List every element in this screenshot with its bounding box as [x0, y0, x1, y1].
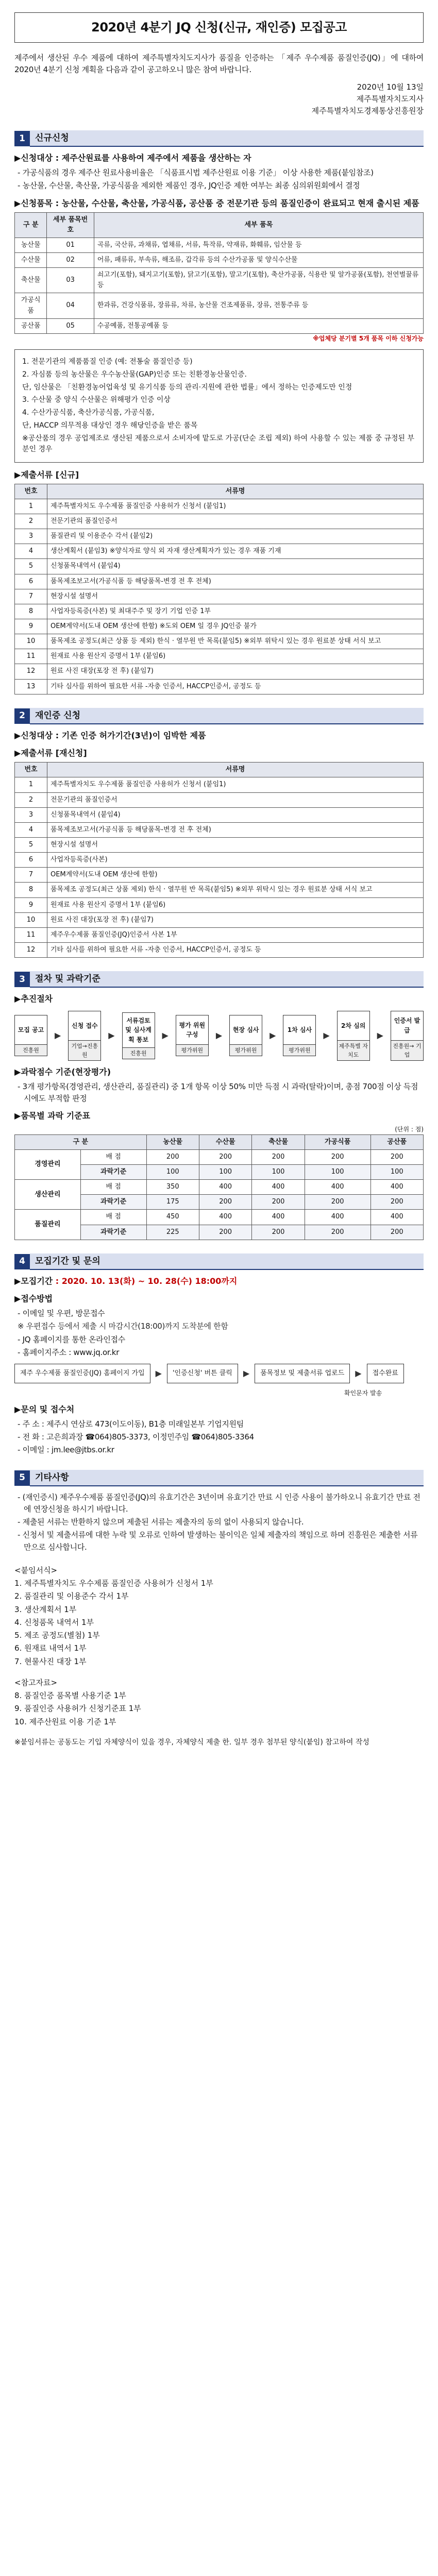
section-title: 기타사항 [30, 1470, 424, 1486]
doc-number: 1 [15, 777, 47, 792]
column-header: 번호 [15, 762, 47, 777]
registration-step: '인증신청' 버튼 클릭 [167, 1364, 238, 1383]
method-item: - 홈페이지주소 : www.jq.or.kr [18, 1347, 120, 1357]
column-header: 축산물 [252, 1134, 305, 1149]
score-value: 200 [146, 1149, 199, 1164]
score-value: 200 [370, 1195, 423, 1210]
table-row [15, 927, 424, 942]
new-target-note: - 가공식품의 경우 제주산 원료사용비율은 「식품표시법 제주산원료 이용 기준」 이상 사용한 제품(붙임참조) [18, 168, 374, 178]
step-actor: 평가위원 [230, 1044, 262, 1056]
step-name: 인증서 발급 [394, 1017, 420, 1034]
table-row [15, 649, 424, 664]
doc-number: 3 [15, 529, 47, 544]
table-row [15, 777, 424, 792]
attach-item: 1. 제주특별자치도 우수제품 품질인증 사용허가 신청서 1부 [14, 1579, 213, 1588]
footnote: ※붙임서류는 공동도는 기입 자체양식이 있을 경우, 자체양식 제출 한. 일부 경우 첨부된 양식(붙임) 참고하여 작성 [14, 1738, 369, 1747]
method-label: ▶접수방법 [14, 1294, 53, 1304]
intro-signer-agency: 제주특별자치도경제통상진흥원장 [311, 106, 424, 116]
table-row [15, 293, 424, 318]
attach-item: 7. 현물사진 대장 1부 [14, 1656, 87, 1666]
procedure-step [391, 1011, 424, 1061]
attach-item: 4. 신청품목 내역서 1부 [14, 1617, 94, 1627]
period: ▶모집기간 : 2020. 10. 13(화) ~ 10. 28(수) 18:00까지 [14, 1276, 238, 1286]
attach-item: 5. 제조 공정도(별첨) 1부 [14, 1631, 100, 1640]
requirement-line: 1. 전문기관의 제품품질 인증 (예: 전통술 품질인증 등) [22, 358, 193, 366]
doc-number: 5 [15, 837, 47, 852]
table-row [15, 318, 424, 333]
score-value: 400 [199, 1180, 251, 1195]
doc-number: 6 [15, 853, 47, 868]
category-name: 수산물 [15, 252, 47, 267]
doc-name: 품목제조 공정도(최근 상품 등 제외) 한식 · 열무원 반 목록(붙임5) ※외부 위탁시 있는 경우 원료분 상태 서식 보고 [47, 634, 424, 649]
requirement-line: 3. 수산물 중 양식 수산물은 위해평가 인증 이상 [22, 396, 171, 404]
step-actor: 진흥원 [123, 1047, 155, 1059]
table-row [15, 837, 424, 852]
score-value: 200 [305, 1195, 370, 1210]
column-header: 구 분 [15, 1134, 147, 1149]
score-value: 400 [370, 1180, 423, 1195]
requirement-line: 단, HACCP 의무적용 대상인 경우 해당인증을 받은 품목 [22, 421, 198, 430]
score-value: 400 [199, 1210, 251, 1225]
doc-number: 13 [15, 679, 47, 694]
score-value: 200 [252, 1149, 305, 1164]
column-header: 가공식품 [305, 1134, 370, 1149]
new-docs-table [14, 484, 424, 694]
attach-item: 6. 원재료 내역서 1부 [14, 1643, 87, 1653]
score-value: 100 [146, 1164, 199, 1179]
score-value: 200 [252, 1195, 305, 1210]
doc-name: 현장시설 설명서 [47, 837, 424, 852]
ref-item: 9. 품질인증 사용허가 신청기준표 1부 [14, 1704, 141, 1714]
arrow-right-icon: ▶ [108, 1030, 115, 1041]
score-kind: 배 점 [80, 1149, 146, 1164]
section-5-header [14, 1470, 424, 1486]
score-table [14, 1134, 424, 1240]
procedure-step [68, 1011, 101, 1061]
page-title: 2020년 4분기 JQ 신청(신규, 재인증) 모집공고 [14, 12, 424, 43]
table-row [15, 634, 424, 649]
requirement-line: ※공산품의 경우 공업제조로 생산된 제품으로서 소비자에 맡도로 가공(단순 조립 제외) 하여 사용할 수 있는 제품 중 규정된 부분인 경우 [22, 434, 414, 454]
doc-number: 4 [15, 544, 47, 559]
doc-name: 제주우수제품 품질인증(JQ)인증서 사본 1부 [47, 927, 424, 942]
doc-number: 8 [15, 883, 47, 897]
category-detail: 어류, 패류류, 부속류, 해조류, 갑각류 등의 수산가공품 및 양식수산물 [94, 252, 423, 267]
step-actor: 진흥원→ 기업 [391, 1040, 423, 1060]
score-value: 200 [370, 1225, 423, 1240]
column-header: 세부 품목 [94, 212, 423, 238]
score-value: 350 [146, 1180, 199, 1195]
registration-step: 품목정보 및 제출서류 업로드 [255, 1364, 350, 1383]
etc-item: - 신청서 및 제출서류에 대한 누락 및 오류로 인하여 발생하는 불이익은 일체 제출자의 책임으로 하며 진흥원은 제출한 서류만으로 심사합니다. [18, 1530, 418, 1552]
section-3-header [14, 971, 424, 988]
score-value: 175 [146, 1195, 199, 1210]
arrow-right-icon: ▶ [54, 1030, 61, 1041]
doc-number: 5 [15, 559, 47, 574]
column-header: 서류명 [47, 484, 424, 499]
table-row [15, 544, 424, 559]
score-value: 200 [252, 1225, 305, 1240]
column-header: 서류명 [47, 762, 424, 777]
procedure-step [122, 1012, 155, 1060]
category-code: 02 [47, 252, 94, 267]
etc-item: - (재인증시) 제주우수제품 품질인증(JQ)의 유효기간은 3년이며 유효기간 만료 시 인증 사용이 불가하오니 유효기간 만료 전에 연장신청을 하시기 바랍니다. [18, 1492, 420, 1514]
table-row [15, 1210, 424, 1225]
doc-name: 품목제조보고서(가공식품 등 해당품목-변경 전 후 전체) [47, 822, 424, 837]
procedure-step [14, 1015, 47, 1056]
section-title: 모집기간 및 문의 [30, 1253, 424, 1270]
column-header: 번호 [15, 484, 47, 499]
score-unit: (단위 : 점) [395, 1126, 424, 1133]
procedure-step [229, 1015, 262, 1056]
table-row [15, 499, 424, 514]
contact-label: ▶문의 및 접수처 [14, 1404, 75, 1414]
doc-name: 전문기관의 품질인증서 [47, 792, 424, 807]
column-header: 세부 품목번호 [47, 212, 94, 238]
section-number: 3 [14, 972, 30, 987]
doc-name: 현장시설 설명서 [47, 589, 424, 604]
doc-number: 11 [15, 927, 47, 942]
procedure-label: ▶추진절차 [14, 994, 53, 1004]
category-code: 04 [47, 293, 94, 318]
table-row [15, 252, 424, 267]
category-code: 05 [47, 318, 94, 333]
section-4-header [14, 1253, 424, 1270]
score-value: 200 [305, 1149, 370, 1164]
table-row [15, 942, 424, 957]
contact-email[interactable]: - 이메일 : jm.lee@jtbs.or.kr [18, 1445, 114, 1455]
doc-number: 3 [15, 807, 47, 822]
step-name: 현장 심사 [232, 1026, 259, 1034]
arrow-right-icon: ▶ [243, 1368, 250, 1378]
category-detail: 곡류, 국산류, 과채류, 엽채류, 서류, 특작류, 약재류, 화훼류, 임산물 등 [94, 238, 423, 252]
table-row [15, 514, 424, 529]
score-table-label: ▶품목별 과락 기준표 [14, 1111, 91, 1121]
doc-name: 기타 심사를 위하여 필요한 서류 -자충 인증서, HACCP인증서, 공정도 등 [47, 679, 424, 694]
step-actor: 진흥원 [15, 1044, 47, 1056]
arrow-right-icon: ▶ [155, 1368, 162, 1378]
category-code: 01 [47, 238, 94, 252]
score-value: 200 [305, 1225, 370, 1240]
criteria-text: - 3개 평가항목(경영관리, 생산관리, 품질관리) 중 1개 항목 이상 50% 미만 득점 시 과락(탈락)이며, 총점 700점 이상 득점 시에도 부적합 판정 [18, 1081, 418, 1104]
doc-name: 품질관리 및 이용준수 각서 (붙임2) [47, 529, 424, 544]
renew-docs-label: ▶제출서류 [재신청] [14, 748, 87, 758]
score-value: 200 [199, 1149, 251, 1164]
score-value: 400 [305, 1210, 370, 1225]
table-row [15, 664, 424, 679]
registration-step: 접수완료 [367, 1364, 404, 1383]
score-value: 400 [252, 1180, 305, 1195]
ref-item: 8. 품질인증 품목별 사용기준 1부 [14, 1691, 126, 1701]
score-value: 225 [146, 1225, 199, 1240]
table-row [15, 574, 424, 589]
table-row [15, 619, 424, 634]
table-row [15, 807, 424, 822]
doc-name: 신청품목내역서 (붙임4) [47, 807, 424, 822]
column-header: 수산물 [199, 1134, 251, 1149]
ref-label: <참고자료> [14, 1677, 58, 1687]
procedure-step [283, 1015, 316, 1056]
doc-name: 원재료 사용 원산지 증명서 1부 (붙임6) [47, 897, 424, 912]
category-detail: 쇠고기(포함), 돼지고기(포함), 닭고기(포함), 말고기(포함), 축산가공품, 식용란 및 알가공품(포함), 천연벌꿀류 등 [94, 268, 423, 293]
new-target-note: - 농산물, 수산물, 축산물, 가공식품을 제외한 제품인 경우, JQ인증 제한 여부는 최종 심의위원회에서 결정 [18, 181, 360, 191]
section-2-header [14, 708, 424, 724]
registration-flow [14, 1364, 424, 1383]
method-item: - 이메일 및 우편, 방문접수 [18, 1309, 105, 1318]
doc-number: 9 [15, 897, 47, 912]
section-title: 재인증 신청 [30, 708, 424, 724]
reg-sms-note: 확인문자 발송 [344, 1389, 382, 1397]
procedure-step [176, 1015, 209, 1056]
doc-name: 사업자등록증(사본) 및 최대주주 및 장기 기업 인증 1부 [47, 604, 424, 619]
new-docs-label: ▶제출서류 [신규] [14, 469, 79, 480]
arrow-right-icon: ▶ [355, 1368, 362, 1378]
requirement-line: 단, 임산물은 「친환경농어업육성 및 유기식품 등의 관리·지원에 관한 법률」에서 정하는 인증제도만 인정 [22, 383, 352, 392]
arrow-right-icon: ▶ [269, 1030, 276, 1041]
doc-name: OEM계약서(도내 OEM 생산에 한함) ※도외 OEM 일 경우 JQ인증 불가 [47, 619, 424, 634]
table-row [15, 238, 424, 252]
table-row [15, 1180, 424, 1195]
category-table [14, 212, 424, 334]
table-row [15, 883, 424, 897]
table-row [15, 529, 424, 544]
arrow-right-icon: ▶ [162, 1030, 169, 1041]
criteria-label: ▶과락점수 기준(현장평가) [14, 1066, 111, 1077]
references [14, 1677, 424, 1728]
table-row [15, 868, 424, 883]
doc-name: 원료 사진 대장(포장 전 후) (붙임7) [47, 912, 424, 927]
registration-step: 제주 우수제품 품질인증(JQ) 홈페이지 가입 [14, 1364, 150, 1383]
doc-number: 7 [15, 868, 47, 883]
section-number: 4 [14, 1254, 30, 1269]
section-1-header [14, 130, 424, 147]
doc-number: 2 [15, 514, 47, 529]
score-value: 400 [305, 1180, 370, 1195]
method-item: - JQ 홈페이지를 통한 온라인접수 [18, 1334, 125, 1344]
doc-name: 품목제조보고서(가공식품 등 해당품목-변경 전 후 전체) [47, 574, 424, 589]
score-value: 200 [199, 1195, 251, 1210]
arrow-right-icon: ▶ [323, 1030, 330, 1041]
column-header: 농산물 [146, 1134, 199, 1149]
doc-number: 10 [15, 634, 47, 649]
contact-phone: - 전 화 : 고은희과장 ☎064)805-3373, 이정민주임 ☎064)805-3364 [18, 1432, 254, 1442]
score-kind: 배 점 [80, 1210, 146, 1225]
category-name: 가공식품 [15, 293, 47, 318]
table-row [15, 897, 424, 912]
section-number: 5 [14, 1470, 30, 1486]
doc-name: 품목제조 공정도(최근 상품 제외) 한식 · 열무원 반 목록(붙임5) ※외부 위탁시 있는 경우 원료분 상태 서식 보고 [47, 883, 424, 897]
score-value: 100 [199, 1164, 251, 1179]
doc-name: OEM계약서(도내 OEM 생산에 한함) [47, 868, 424, 883]
items-limit-note: ※업체당 분기별 5개 품목 이하 신청가능 [313, 334, 424, 342]
category-name: 공산품 [15, 318, 47, 333]
score-value: 400 [252, 1210, 305, 1225]
step-actor: 평가위원 [176, 1044, 208, 1056]
table-row [15, 822, 424, 837]
new-items: ▶신청품목 : 농산물, 수산물, 축산물, 가공식품, 공산품 중 전문기관 등의 품질인증이 완료되고 현재 출시된 제품 [14, 198, 419, 208]
doc-name: 제주특별자치도 우수제품 품질인증 사용허가 신청서 (붙임1) [47, 777, 424, 792]
score-kind: 과락기준 [80, 1195, 146, 1210]
step-name: 평가 위원 구성 [179, 1021, 206, 1039]
doc-name: 전문기관의 품질인증서 [47, 514, 424, 529]
doc-number: 6 [15, 574, 47, 589]
doc-number: 7 [15, 589, 47, 604]
requirement-line: 4. 수산가공식품, 축산가공식품, 가공식품, [22, 409, 155, 417]
category-detail: 한과류, 건강식품류, 장류류, 차류, 농산물 건조제품류, 장류, 전통주류 등 [94, 293, 423, 318]
score-group: 품질관리 [15, 1210, 81, 1240]
step-actor: 제주특별 자치도 [338, 1040, 369, 1060]
certification-requirements-box [14, 349, 424, 463]
doc-name: 원료 사진 대장(포장 전 후) (붙임7) [47, 664, 424, 679]
table-row [15, 792, 424, 807]
table-row [15, 912, 424, 927]
section-number: 2 [14, 708, 30, 724]
step-name: 서류검토 및 심사계획 통보 [125, 1016, 151, 1043]
doc-number: 10 [15, 912, 47, 927]
doc-number: 12 [15, 942, 47, 957]
score-value: 100 [305, 1164, 370, 1179]
step-actor: 기업→진흥원 [69, 1040, 100, 1060]
contact-address: - 주 소 : 제주시 연삼로 473(이도이동), B1층 미래일본부 기업지원팀 [18, 1419, 244, 1429]
renew-target: ▶신청대상 : 기존 인증 허가기간(3년)이 임박한 제품 [14, 730, 206, 740]
doc-name: 기타 심사를 위하여 필요한 서류 -자충 인증서, HACCP인증서, 공정도 등 [47, 942, 424, 957]
attach-item: 3. 생산계획서 1부 [14, 1604, 77, 1614]
procedure-flow [14, 1011, 424, 1061]
score-value: 400 [370, 1210, 423, 1225]
intro-date: 2020년 10월 13일 [357, 82, 424, 92]
column-header: 공산품 [370, 1134, 423, 1149]
section-title: 신규신청 [30, 130, 424, 147]
table-row [15, 559, 424, 574]
section-title: 절차 및 과락기준 [30, 971, 424, 988]
table-row [15, 679, 424, 694]
ref-item: 10. 제주산원료 이용 기준 1부 [14, 1717, 116, 1726]
intro-text: 제주에서 생산된 우수 제품에 대하여 제주특별자치도지사가 품질을 인증하는 「제주 우수제품 품질인증(JQ)」에 대하여 2020년 4분기 신청 계획을 다음과 같이 공고하오니 많은 참여 바랍니다. [14, 53, 424, 75]
doc-number: 11 [15, 649, 47, 664]
method-note: ※ 우편접수 등에서 제출 시 마감시간(18:00)까지 도착분에 한함 [18, 1321, 228, 1331]
step-name: 모집 공고 [18, 1026, 44, 1034]
doc-number: 4 [15, 822, 47, 837]
score-value: 200 [370, 1149, 423, 1164]
column-header: 구 분 [15, 212, 47, 238]
intro-signer-governor: 제주특별자치도지사 [356, 94, 424, 104]
renew-docs-table [14, 762, 424, 958]
arrow-right-icon: ▶ [377, 1030, 383, 1041]
table-row [15, 268, 424, 293]
attach-item: 2. 품질관리 및 이용준수 각서 1부 [14, 1591, 129, 1601]
table-row [15, 853, 424, 868]
attachments [14, 1565, 424, 1668]
intro [14, 52, 424, 117]
attach-label: <붙임서식> [14, 1565, 58, 1575]
step-actor: 평가위원 [283, 1044, 315, 1056]
score-group: 생산관리 [15, 1180, 81, 1210]
table-row [15, 589, 424, 604]
doc-number: 1 [15, 499, 47, 514]
doc-name: 신청품목내역서 (붙임4) [47, 559, 424, 574]
step-name: 1차 심사 [287, 1026, 312, 1034]
doc-name: 생산계획서 (붙임3) ※양식자료 양식 외 자재 생산계획자가 있는 경우 재품 기재 [47, 544, 424, 559]
score-kind: 과락기준 [80, 1164, 146, 1179]
step-name: 2차 심의 [341, 1022, 366, 1029]
step-name: 신청 접수 [72, 1022, 98, 1029]
score-value: 100 [370, 1164, 423, 1179]
score-kind: 배 점 [80, 1180, 146, 1195]
table-row [15, 1149, 424, 1164]
procedure-step [337, 1011, 370, 1061]
doc-name: 사업자등록증(사본) [47, 853, 424, 868]
doc-number: 2 [15, 792, 47, 807]
score-value: 100 [252, 1164, 305, 1179]
arrow-right-icon: ▶ [215, 1030, 223, 1041]
doc-number: 8 [15, 604, 47, 619]
etc-item: - 제출된 서류는 반환하지 않으며 제출된 서류는 제출자의 동의 없이 사용되지 않습니다. [18, 1517, 304, 1527]
category-name: 농산물 [15, 238, 47, 252]
doc-number: 9 [15, 619, 47, 634]
score-value: 450 [146, 1210, 199, 1225]
category-detail: 수공예품, 전통공예품 등 [94, 318, 423, 333]
score-value: 200 [199, 1225, 251, 1240]
doc-number: 12 [15, 664, 47, 679]
doc-name: 원재료 사용 원산지 증명서 1부 (붙임6) [47, 649, 424, 664]
new-target: ▶신청대상 : 제주산원료를 사용하여 제주에서 제품을 생산하는 자 [14, 153, 251, 163]
category-code: 03 [47, 268, 94, 293]
score-kind: 과락기준 [80, 1225, 146, 1240]
doc-name: 제주특별자치도 우수제품 품질인증 사용허가 신청서 (붙임1) [47, 499, 424, 514]
score-group: 경영관리 [15, 1149, 81, 1179]
section-number: 1 [14, 131, 30, 146]
requirement-line: 2. 자심품 등의 농산물은 우수농산물(GAP)인증 또는 친환경농산물인증. [22, 370, 247, 379]
category-name: 축산물 [15, 268, 47, 293]
table-row [15, 604, 424, 619]
